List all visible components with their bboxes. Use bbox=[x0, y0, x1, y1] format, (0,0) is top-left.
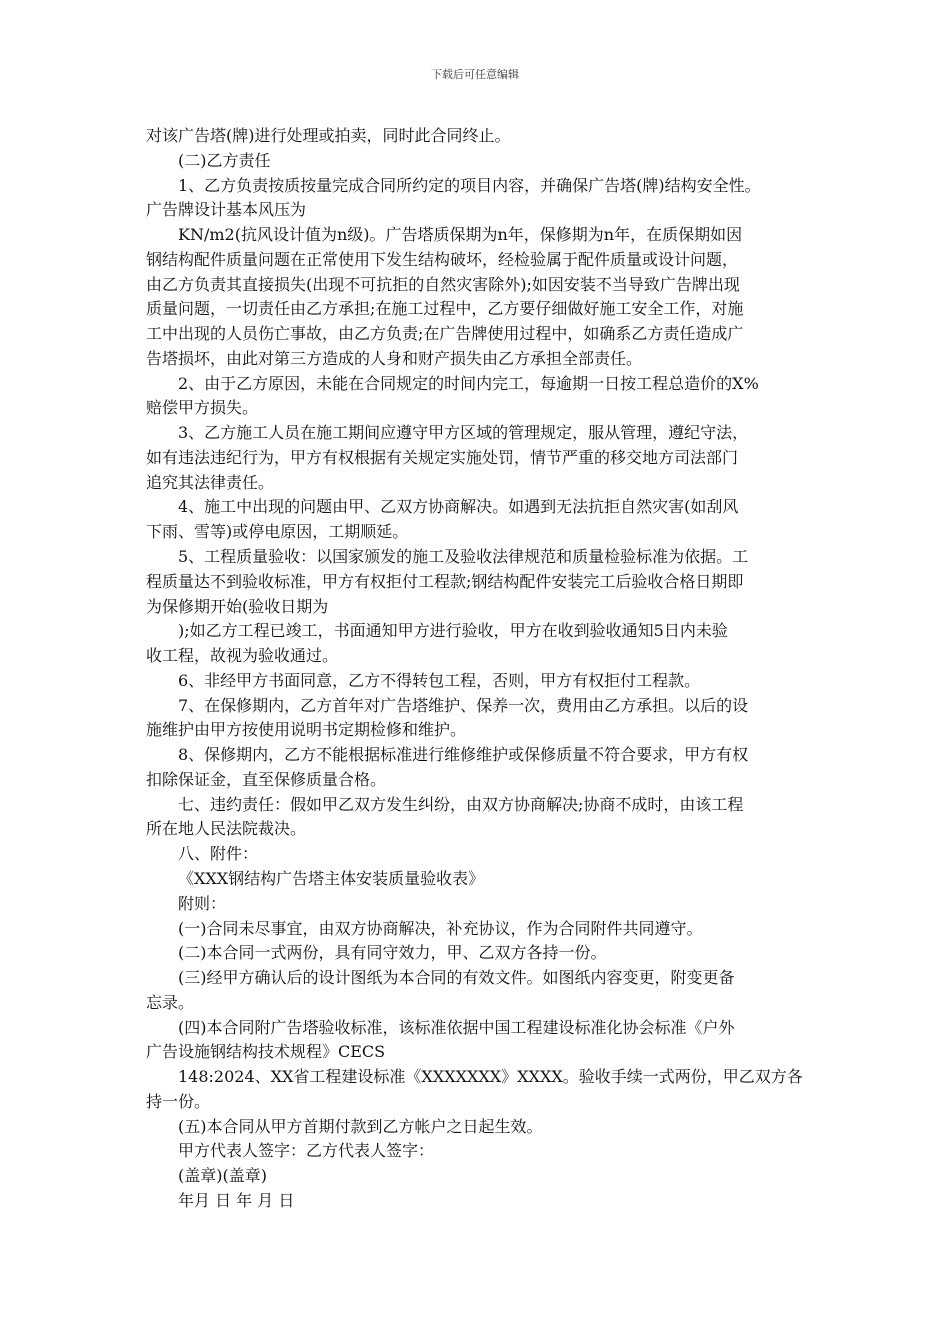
text-line: 对该广告塔(牌)进行处理或拍卖，同时此合同终止。 bbox=[146, 126, 511, 145]
text-line: 七、违约责任：假如甲乙双方发生纠纷，由双方协商解决;协商不成时，由该工程 bbox=[178, 794, 744, 814]
text-line: 工中出现的人员伤亡事故，由乙方负责;在广告牌使用过程中，如确系乙方责任造成广 bbox=[146, 324, 744, 344]
text-line: 由乙方负责其直接损失(出现不可抗拒的自然灾害除外);如因安装不当导致广告牌出现 bbox=[146, 274, 740, 294]
text-line: 八、附件： bbox=[178, 844, 259, 864]
text-line: 5、工程质量验收：以国家颁发的施工及验收法律规范和质量检验标准为依据。工 bbox=[178, 547, 749, 567]
text-line: 为保修期开始(验收日期为 bbox=[146, 596, 329, 616]
text-line: 持一份。 bbox=[146, 1091, 211, 1111]
text-line: 扣除保证金，直至保修质量合格。 bbox=[146, 769, 387, 789]
text-line: 4、施工中出现的问题由甲、乙双方协商解决。如遇到无法抗拒自然灾害(如刮风 bbox=[178, 497, 739, 517]
text-line: 7、在保修期内，乙方首年对广告塔维护、保养一次，费用由乙方承担。以后的设 bbox=[178, 695, 749, 715]
text-line: (一)合同未尽事宜，由双方协商解决，补充协议，作为合同附件共同遵守。 bbox=[178, 918, 703, 938]
text-line: 收工程，故视为验收通过。 bbox=[146, 646, 339, 666]
text-line: 148:2024、XX省工程建设标准《XXXXXXX》XXXX。验收手续一式两份，甲乙双方各 bbox=[178, 1067, 803, 1087]
page-header: 下载后可任意编辑 bbox=[431, 68, 519, 81]
text-line: 追究其法律责任。 bbox=[146, 472, 275, 492]
text-line: 下雨、雪等)或停电原因，工期顺延。 bbox=[146, 522, 409, 542]
text-line: 告塔损坏，由此对第三方造成的人身和财产损失由乙方承担全部责任。 bbox=[146, 348, 643, 368]
text-line: (五)本合同从甲方首期付款到乙方帐户之日起生效。 bbox=[178, 1116, 543, 1136]
text-line: 程质量达不到验收标准，甲方有权拒付工程款;钢结构配件安装完工后验收合格日期即 bbox=[146, 571, 744, 591]
text-line: (二)本合同一式两份，具有同守效力，甲、乙双方各持一份。 bbox=[178, 943, 607, 963]
text-line: 3、乙方施工人员在施工期间应遵守甲方区域的管理规定，服从管理，遵纪守法， bbox=[178, 423, 749, 443]
text-line: 《XXX钢结构广告塔主体安装质量验收表》 bbox=[178, 868, 485, 888]
text-line: 年月 日 年 月 日 bbox=[178, 1190, 295, 1210]
text-line: 所在地人民法院裁决。 bbox=[146, 819, 307, 839]
text-line: (三)经甲方确认后的设计图纸为本合同的有效文件。如图纸内容变更，附变更备 bbox=[178, 968, 735, 988]
text-line: 忘录。 bbox=[146, 992, 195, 1012]
text-line: 广告设施钢结构技术规程》CECS bbox=[146, 1042, 386, 1062]
text-line: 质量问题，一切责任由乙方承担;在施工过程中，乙方要仔细做好施工安全工作，对施 bbox=[146, 299, 744, 319]
text-line: 8、保修期内，乙方不能根据标准进行维修维护或保修质量不符合要求，甲方有权 bbox=[178, 745, 749, 765]
text-line: 6、非经甲方书面同意，乙方不得转包工程，否则，甲方有权拒付工程款。 bbox=[178, 670, 701, 690]
text-line: 2、由于乙方原因，未能在合同规定的时间内完工，每逾期一日按工程总造价的X% bbox=[178, 373, 759, 393]
text-line: (四)本合同附广告塔验收标准，该标准依据中国工程建设标准化协会标准《户外 bbox=[178, 1017, 735, 1037]
text-line: 赔偿甲方损失。 bbox=[146, 398, 259, 418]
text-line: 钢结构配件质量问题在正常使用下发生结构破坏，经检验属于配件质量或设计问题， bbox=[146, 249, 739, 269]
text-line: 甲方代表人签字：乙方代表人签字： bbox=[178, 1141, 435, 1161]
document-body bbox=[146, 124, 816, 1214]
text-line: KN/m2(抗风设计值为n级)。广告塔质保期为n年，保修期为n年，在质保期如因 bbox=[178, 225, 743, 245]
text-line: 1、乙方负责按质按量完成合同所约定的项目内容，并确保广告塔(牌)结构安全性。 bbox=[178, 175, 761, 195]
text-line: 附则： bbox=[178, 893, 227, 913]
text-line: 施维护由甲方按使用说明书定期检修和维护。 bbox=[146, 720, 467, 740]
text-line: 广告牌设计基本风压为 bbox=[146, 200, 307, 220]
text-line: (盖章)(盖章) bbox=[178, 1166, 267, 1186]
text-line: );如乙方工程已竣工，书面通知甲方进行验收，甲方在收到验收通知5日内未验 bbox=[178, 621, 728, 641]
text-line: 如有违法违纪行为，甲方有权根据有关规定实施处罚，情节严重的移交地方司法部门 bbox=[146, 447, 739, 467]
text-line: (二)乙方责任 bbox=[178, 150, 271, 170]
